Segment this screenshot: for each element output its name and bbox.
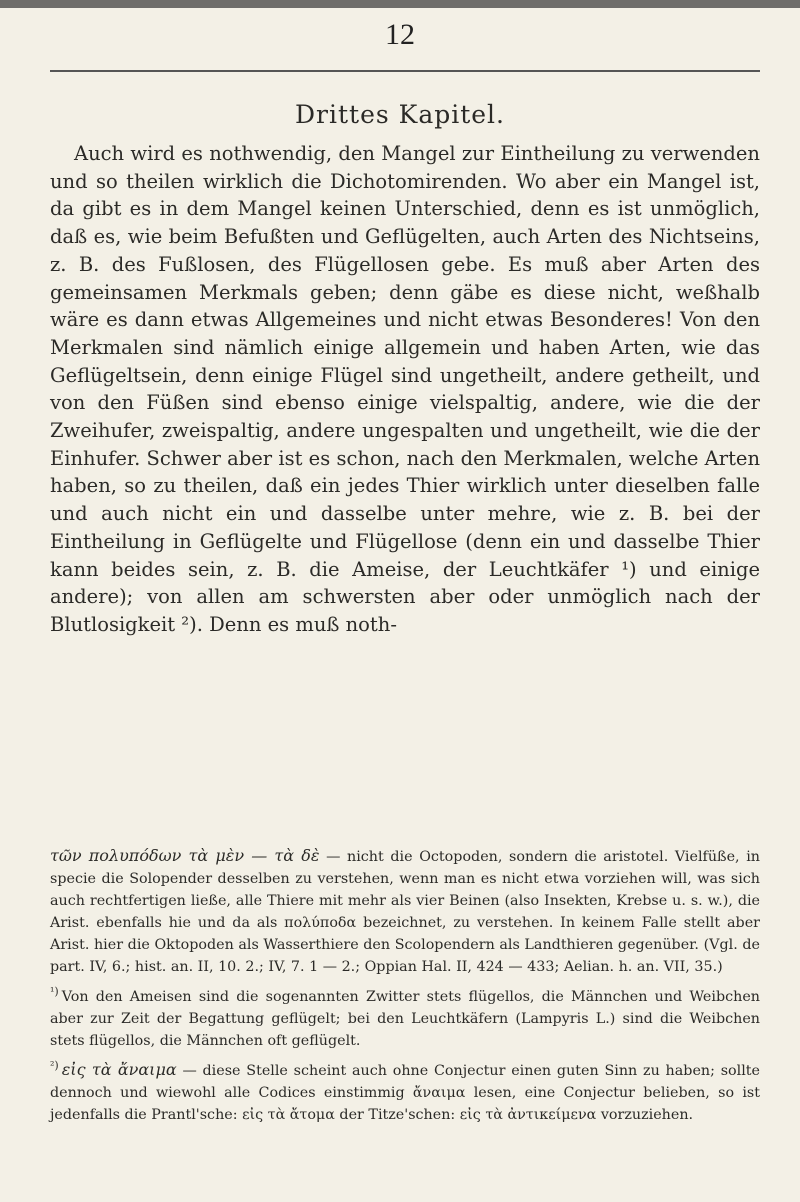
footnote-1-text: Von den Ameisen sind die sogenannten Zwitter stets flügellos, die Männchen und Weibchen aber zur Zeit der Begattung geflügelt; bei den Leuchtkäfern (Lampyris L.) sind die Weibchen stets flügellos, die Männchen oft geflügelt. [50,988,760,1049]
footnote-continuation-text: — nicht die Octopoden, sondern die aristotel. Vielfüße, in specie die Solopender desselben zu verstehen, wenn man es nicht etwa vorziehen will, was sich auch rechtfertigen ließe, alle Thiere mit mehr als vier Beinen (also Insekten, Krebse u. s. w.), die Arist. ebenfalls hie und da als πολύποδα bezeichnet, zu verstehen. In keinem Falle stellt aber Arist. hier die Oktopoden als Wasserthiere den Scolopendern als Landthieren gegenüber. (Vgl. de part. IV, 6.; hist. an. II, 10. 2.; IV, 7. 1 — 2.; Oppian Hal. II, 424 — 433; Aelian. h. an. VII, 35.) [50,849,761,975]
footnote-1 [50,981,760,1052]
header-rule [50,70,760,72]
footnote-2 [50,1055,760,1126]
footnote-greek-lead: τῶν πολυπόδων τὰ μὲν — τὰ δὲ [50,846,320,865]
page-top-edge [0,0,800,8]
main-paragraph-text: Auch wird es nothwendig, den Mangel zur Eintheilung zu verwenden und so theilen wirklich die Dichotomirenden. Wo aber ein Mangel ist, da gibt es in dem Mangel keinen Unterschied, denn es ist unmöglich, daß es, wie beim Befußten und Geflügelten, auch Arten des Nichtseins, z. B. des Fußlosen, des Flügellosen gebe. Es muß aber Arten des gemeinsamen Merkmals geben; denn gäbe es diese nicht, weßhalb wäre es dann etwas Allgemeines und nicht etwas Besonderes! Von den Merkmalen sind nämlich einige allgemein und haben Arten, wie das Geflügeltsein, denn einige Flügel sind ungetheilt, andere getheilt, und von den Füßen sind ebenso einige vielspaltig, andere, wie die der Zweihufer, zweispaltig, andere ungespalten und ungetheilt, wie die der Einhufer. Schwer aber ist es schon, nach den Merkmalen, welche Arten haben, so zu theilen, daß ein jedes Thier wirklich unter dieselben falle und auch nicht ein und dasselbe unter mehre, wie z. B. bei der Eintheilung in Geflügelte und Flügellose (denn ein und dasselbe Thier kann beides sein, z. B. die Ameise, der Leuchtkäfer ¹) und einige andere); von allen am schwersten aber oder unmöglich nach der Blutlosigkeit ²). Denn es muß noth- [50,142,760,636]
footnote-2-text: — diese Stelle scheint auch ohne Conjectur einen guten Sinn zu haben; sollte dennoch und wiewohl alle Codices einstimmig ἄναιμα lesen, eine Conjectur belieben, so ist jedenfalls die Prantl'sche: εἰς τὰ ἄτομα der Titze'schen: εἰς τὰ ἀντικείμενα vorzuziehen. [50,1062,761,1123]
footnote-2-marker: ²) [50,1058,59,1072]
footnote-1-marker: ¹) [50,985,59,998]
footnote-2-greek: εἰς τὰ ἄναιμα [61,1059,177,1079]
chapter-title: Drittes Kapitel. [294,100,506,129]
footnotes [50,845,760,1129]
footnote-continuation [50,845,760,978]
page-number: 12 [385,18,415,51]
main-paragraph [50,140,760,639]
main-text [50,140,760,639]
